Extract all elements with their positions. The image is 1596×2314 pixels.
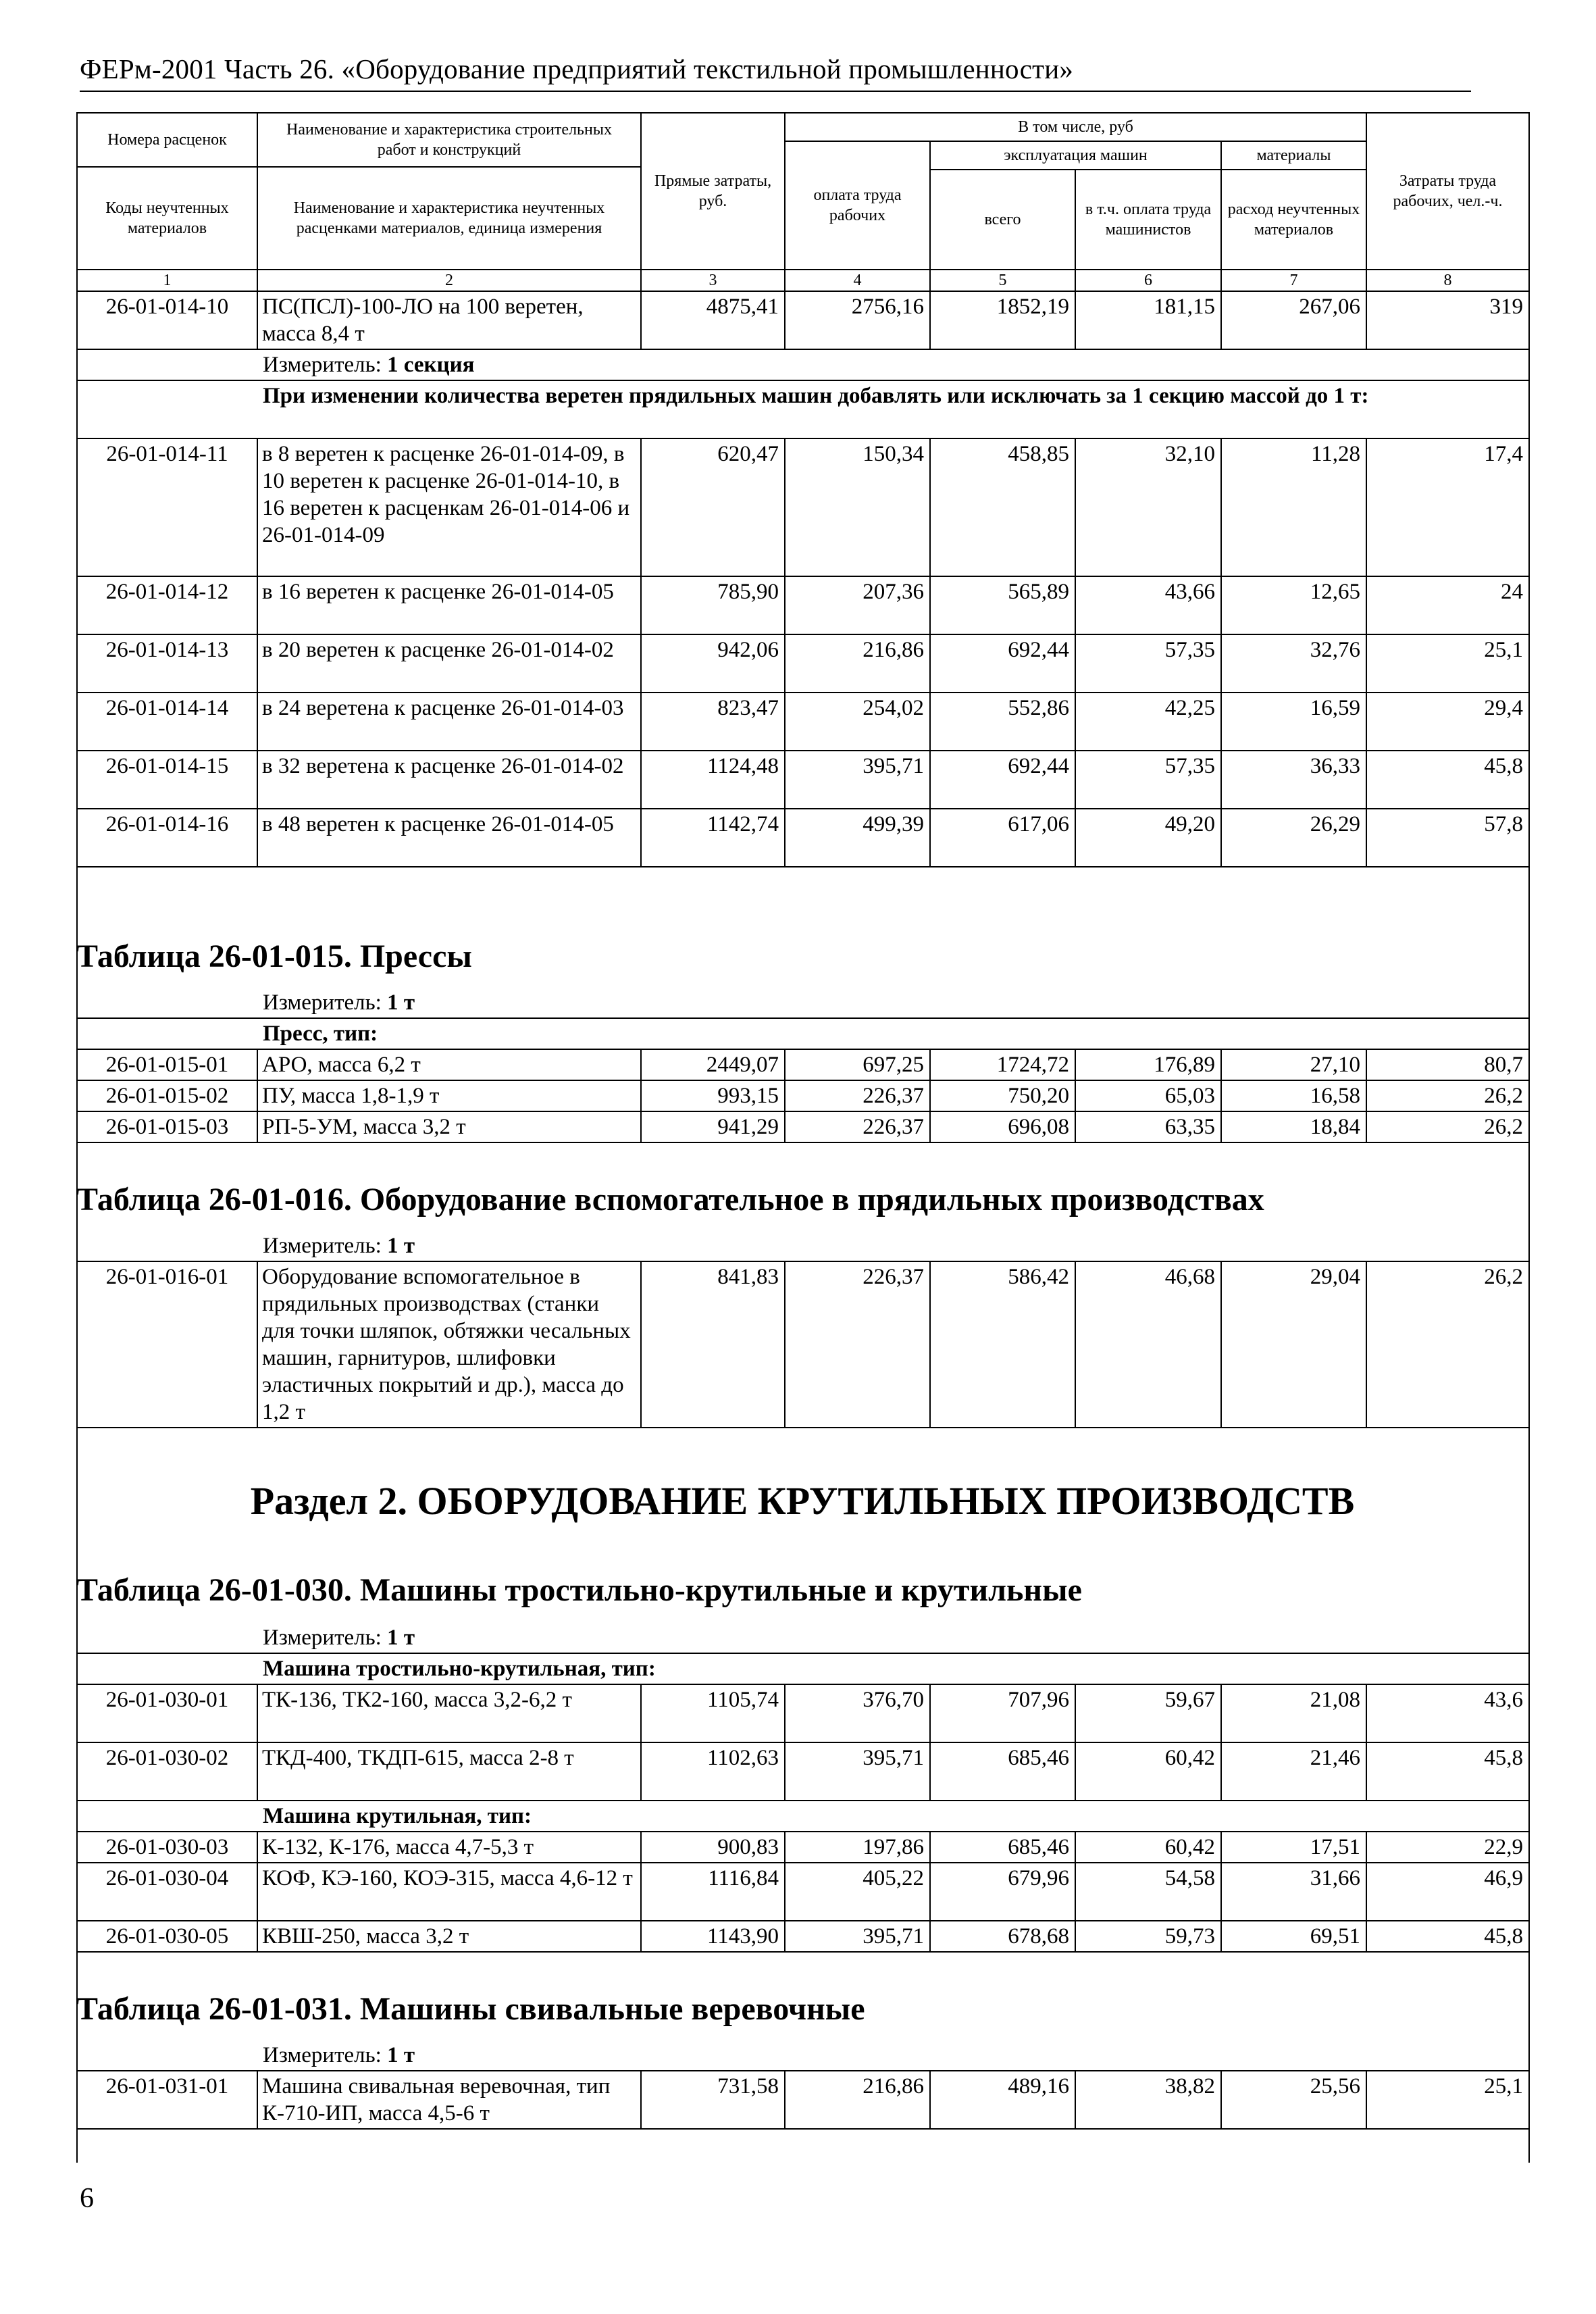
rate-code: 26-01-014-16: [77, 809, 257, 867]
col-header-machine-operation: эксплуатация машин: [930, 141, 1221, 170]
measure-row: [77, 988, 1529, 1018]
measure-unit: 1 т: [387, 2043, 415, 2067]
worker-pay: 150,34: [785, 438, 930, 576]
group-row: [77, 1018, 1529, 1049]
operator-pay: 60,42: [1075, 1832, 1221, 1863]
material-consumption: 26,29: [1221, 809, 1366, 867]
table-016: [76, 1231, 1530, 1428]
direct-costs: 841,83: [641, 1261, 785, 1428]
rate-name: К-132, К-176, масса 4,7-5,3 т: [257, 1832, 641, 1863]
direct-costs: 1142,74: [641, 809, 785, 867]
col-header-machine-total: всего: [930, 170, 1075, 270]
operator-pay: 38,82: [1075, 2071, 1221, 2129]
material-consumption: 69,51: [1221, 1921, 1366, 1952]
table-title-016: Таблица 26-01-016. Оборудование вспомогательное в прядильных производствах: [76, 1182, 1264, 1217]
col-header-material-codes: Коды неучтенных материалов: [105, 199, 229, 237]
material-consumption: 32,76: [1221, 634, 1366, 693]
rate-name: ТК-136, ТК2-160, масса 3,2-6,2 т: [257, 1684, 641, 1742]
direct-costs: 993,15: [641, 1080, 785, 1111]
labor-hours: 45,8: [1366, 1742, 1529, 1801]
machine-total: 685,46: [930, 1832, 1075, 1863]
rate-name: КВШ-250, масса 3,2 т: [257, 1921, 641, 1952]
rate-name: КОФ, КЭ-160, КОЭ-315, масса 4,6-12 т: [257, 1863, 641, 1921]
section-title: Раздел 2. ОБОРУДОВАНИЕ КРУТИЛЬНЫХ ПРОИЗВОДСТВ: [250, 1479, 1355, 1523]
rate-code: 26-01-015-01: [77, 1049, 257, 1080]
labor-hours: 26,2: [1366, 1111, 1529, 1142]
machine-total: 458,85: [930, 438, 1075, 576]
rate-name: в 20 веретен к расценке 26-01-014-02: [257, 634, 641, 693]
worker-pay: 697,25: [785, 1049, 930, 1080]
header-rule: [80, 91, 1471, 92]
rate-code: 26-01-014-12: [77, 576, 257, 634]
col-header-rate-numbers: Номера расценок: [78, 114, 257, 168]
labor-hours: 57,8: [1366, 809, 1529, 867]
measure-unit: 1 т: [387, 1626, 415, 1650]
machine-total: 617,06: [930, 809, 1075, 867]
material-consumption: 21,08: [1221, 1684, 1366, 1742]
table-row: [77, 809, 1529, 867]
col-index-4: 4: [785, 270, 930, 291]
labor-hours: 24: [1366, 576, 1529, 634]
table-row: [77, 1049, 1529, 1080]
direct-costs: 731,58: [641, 2071, 785, 2129]
table-row: [77, 1863, 1529, 1921]
col-header-operator-pay: в т.ч. оплата труда машинистов: [1075, 170, 1221, 270]
machine-total: 696,08: [930, 1111, 1075, 1142]
rate-name: АРО, масса 6,2 т: [257, 1049, 641, 1080]
rate-name: ТКД-400, ТКДП-615, масса 2-8 т: [257, 1742, 641, 1801]
col-header-work-name: Наименование и характеристика строительных работ и конструкций: [258, 114, 640, 168]
worker-pay: 499,39: [785, 809, 930, 867]
labor-hours: 26,2: [1366, 1080, 1529, 1111]
material-consumption: 21,46: [1221, 1742, 1366, 1801]
note-text: При изменении количества веретен прядильных машин добавлять или исключать за 1 секцию массой до 1 т:: [257, 380, 1529, 438]
worker-pay: 216,86: [785, 2071, 930, 2129]
col-header-materials: материалы: [1221, 141, 1366, 170]
measure-unit: 1 секция: [387, 353, 475, 377]
rate-code: 26-01-016-01: [77, 1261, 257, 1428]
table-row: [77, 2071, 1529, 2129]
machine-total: 692,44: [930, 751, 1075, 809]
table-030-rows-1: [77, 1684, 1529, 1801]
table-015: [76, 988, 1530, 1143]
direct-costs: 1116,84: [641, 1863, 785, 1921]
rate-code: 26-01-030-05: [77, 1921, 257, 1952]
measure-label: Измеритель:: [263, 990, 382, 1015]
group-label: Машина крутильная, тип:: [257, 1801, 1529, 1832]
direct-costs: 785,90: [641, 576, 785, 634]
table-row: [77, 1832, 1529, 1863]
table-row: [77, 438, 1529, 576]
rate-code: 26-01-015-02: [77, 1080, 257, 1111]
table-title-031: Таблица 26-01-031. Машины свивальные веревочные: [76, 1991, 865, 2027]
material-consumption: 16,58: [1221, 1080, 1366, 1111]
machine-total: 489,16: [930, 2071, 1075, 2129]
rate-name: в 48 веретен к расценке 26-01-014-05: [257, 809, 641, 867]
measure-unit: 1 т: [387, 1234, 415, 1258]
note-row: [77, 380, 1529, 438]
worker-pay: 395,71: [785, 1742, 930, 1801]
machine-total: 565,89: [930, 576, 1075, 634]
group-label: Пресс, тип:: [257, 1018, 1529, 1049]
material-consumption: 29,04: [1221, 1261, 1366, 1428]
worker-pay: 216,86: [785, 634, 930, 693]
rate-name: Оборудование вспомогательное в прядильных производствах (станки для точки шляпок, обтяжки чесальных машин, гарнитуров, шлифовки эластичных покрытий и др.), масса до 1,2 т: [257, 1261, 641, 1428]
labor-hours: 26,2: [1366, 1261, 1529, 1428]
worker-pay: 376,70: [785, 1684, 930, 1742]
rate-name: в 32 веретена к расценке 26-01-014-02: [257, 751, 641, 809]
page-header: ФЕРм-2001 Часть 26. «Оборудование предприятий текстильной промышленности»: [80, 53, 1074, 84]
measure-row: [77, 349, 1529, 380]
worker-pay: 226,37: [785, 1261, 930, 1428]
table-row: [77, 634, 1529, 693]
col-index-2: 2: [257, 270, 641, 291]
rate-code: 26-01-030-03: [77, 1832, 257, 1863]
measure-label: Измеритель:: [263, 2043, 382, 2067]
machine-total: 1852,19: [930, 291, 1075, 349]
rates-table-main: [76, 112, 1530, 867]
operator-pay: 65,03: [1075, 1080, 1221, 1111]
direct-costs: 1143,90: [641, 1921, 785, 1952]
operator-pay: 59,73: [1075, 1921, 1221, 1952]
group-row: [77, 1653, 1529, 1684]
table-row: [77, 751, 1529, 809]
table-row: [77, 291, 1529, 349]
labor-hours: 25,1: [1366, 2071, 1529, 2129]
col-index-6: 6: [1075, 270, 1221, 291]
labor-hours: 43,6: [1366, 1684, 1529, 1742]
rate-name: в 8 веретен к расценке 26-01-014-09, в 10 веретен к расценке 26-01-014-10, в 16 веретен к расценкам 26-01-014-06 и 26-01-014-09: [257, 438, 641, 576]
labor-hours: 25,1: [1366, 634, 1529, 693]
measure-label: Измеритель:: [263, 1234, 382, 1258]
direct-costs: 1124,48: [641, 751, 785, 809]
col-index-8: 8: [1366, 270, 1529, 291]
table-row: [77, 1080, 1529, 1111]
material-consumption: 11,28: [1221, 438, 1366, 576]
direct-costs: 823,47: [641, 693, 785, 751]
worker-pay: 395,71: [785, 1921, 930, 1952]
col-header-names: [257, 113, 641, 270]
operator-pay: 176,89: [1075, 1049, 1221, 1080]
measure-label: Измеритель:: [263, 1626, 382, 1650]
rate-code: 26-01-015-03: [77, 1111, 257, 1142]
machine-total: 685,46: [930, 1742, 1075, 1801]
operator-pay: 63,35: [1075, 1111, 1221, 1142]
operator-pay: 54,58: [1075, 1863, 1221, 1921]
machine-total: 707,96: [930, 1684, 1075, 1742]
machine-total: 678,68: [930, 1921, 1075, 1952]
rate-name: ПС(ПСЛ)-100-ЛО на 100 веретен, масса 8,4 т: [257, 291, 641, 349]
worker-pay: 207,36: [785, 576, 930, 634]
labor-hours: 80,7: [1366, 1049, 1529, 1080]
col-index-3: 3: [641, 270, 785, 291]
direct-costs: 1102,63: [641, 1742, 785, 1801]
table-row: [77, 1921, 1529, 1952]
block1-rows: [77, 438, 1529, 867]
col-index-1: 1: [77, 270, 257, 291]
worker-pay: 405,22: [785, 1863, 930, 1921]
table-030: [76, 1623, 1530, 1953]
worker-pay: 395,71: [785, 751, 930, 809]
rate-code: 26-01-030-04: [77, 1863, 257, 1921]
labor-hours: 45,8: [1366, 751, 1529, 809]
labor-hours: 22,9: [1366, 1832, 1529, 1863]
operator-pay: 42,25: [1075, 693, 1221, 751]
operator-pay: 181,15: [1075, 291, 1221, 349]
measure-row: [77, 1231, 1529, 1261]
table-row: [77, 693, 1529, 751]
rate-code: 26-01-014-14: [77, 693, 257, 751]
machine-total: 750,20: [930, 1080, 1075, 1111]
table-row: [77, 576, 1529, 634]
labor-hours: 17,4: [1366, 438, 1529, 576]
material-consumption: 12,65: [1221, 576, 1366, 634]
labor-hours: 46,9: [1366, 1863, 1529, 1921]
material-consumption: 25,56: [1221, 2071, 1366, 2129]
col-header-labor-hours: Затраты труда рабочих, чел.-ч.: [1366, 113, 1529, 270]
rate-code: 26-01-014-13: [77, 634, 257, 693]
labor-hours: 29,4: [1366, 693, 1529, 751]
rate-code: 26-01-031-01: [77, 2071, 257, 2129]
operator-pay: 60,42: [1075, 1742, 1221, 1801]
worker-pay: 2756,16: [785, 291, 930, 349]
direct-costs: 1105,74: [641, 1684, 785, 1742]
rate-code: 26-01-014-10: [77, 291, 257, 349]
table-row: [77, 1261, 1529, 1428]
direct-costs: 620,47: [641, 438, 785, 576]
table-title-015: Таблица 26-01-015. Прессы: [76, 938, 472, 974]
direct-costs: 942,06: [641, 634, 785, 693]
group-label: Машина тростильно-крутильная, тип:: [257, 1653, 1529, 1684]
worker-pay: 254,02: [785, 693, 930, 751]
rate-code: 26-01-014-11: [77, 438, 257, 576]
operator-pay: 57,35: [1075, 751, 1221, 809]
table-row: [77, 1742, 1529, 1801]
table-row: [77, 1684, 1529, 1742]
measure-row: [77, 1623, 1529, 1653]
measure-unit: 1 т: [387, 990, 415, 1015]
labor-hours: 45,8: [1366, 1921, 1529, 1952]
measure-row: [77, 2040, 1529, 2071]
direct-costs: 4875,41: [641, 291, 785, 349]
operator-pay: 43,66: [1075, 576, 1221, 634]
rate-name: в 16 веретен к расценке 26-01-014-05: [257, 576, 641, 634]
table-030-rows-2: [77, 1832, 1529, 1952]
rate-code: 26-01-030-01: [77, 1684, 257, 1742]
col-index-5: 5: [930, 270, 1075, 291]
col-header-including: В том числе, руб: [785, 113, 1366, 141]
col-header-direct-costs: Прямые затраты, руб.: [641, 113, 785, 270]
worker-pay: 197,86: [785, 1832, 930, 1863]
col-header-material-consumption: расход неучтенных материалов: [1221, 170, 1366, 270]
worker-pay: 226,37: [785, 1080, 930, 1111]
material-consumption: 16,59: [1221, 693, 1366, 751]
machine-total: 586,42: [930, 1261, 1075, 1428]
material-consumption: 27,10: [1221, 1049, 1366, 1080]
direct-costs: 2449,07: [641, 1049, 785, 1080]
worker-pay: 226,37: [785, 1111, 930, 1142]
col-header-material-name: Наименование и характеристика неучтенных расценками материалов, единица измерения: [293, 199, 605, 237]
material-consumption: 31,66: [1221, 1863, 1366, 1921]
table-016-rows: [77, 1261, 1529, 1428]
rate-code: 26-01-030-02: [77, 1742, 257, 1801]
material-consumption: 267,06: [1221, 291, 1366, 349]
col-header-worker-pay: оплата труда рабочих: [785, 141, 930, 270]
table-031: [76, 2040, 1530, 2130]
operator-pay: 57,35: [1075, 634, 1221, 693]
rate-name: Машина свивальная веревочная, тип К-710-ИП, масса 4,5-6 т: [257, 2071, 641, 2129]
table-header: [77, 113, 1529, 291]
labor-hours: 319: [1366, 291, 1529, 349]
table-031-rows: [77, 2071, 1529, 2129]
table-title-030: Таблица 26-01-030. Машины тростильно-крутильные и крутильные: [76, 1572, 1082, 1608]
machine-total: 552,86: [930, 693, 1075, 751]
direct-costs: 941,29: [641, 1111, 785, 1142]
operator-pay: 32,10: [1075, 438, 1221, 576]
col-header-codes: [77, 113, 257, 270]
table-row: [77, 1111, 1529, 1142]
material-consumption: 17,51: [1221, 1832, 1366, 1863]
direct-costs: 900,83: [641, 1832, 785, 1863]
machine-total: 1724,72: [930, 1049, 1075, 1080]
table-015-rows: [77, 1049, 1529, 1142]
operator-pay: 46,68: [1075, 1261, 1221, 1428]
rate-name: ПУ, масса 1,8-1,9 т: [257, 1080, 641, 1111]
rate-name: в 24 веретена к расценке 26-01-014-03: [257, 693, 641, 751]
material-consumption: 36,33: [1221, 751, 1366, 809]
operator-pay: 59,67: [1075, 1684, 1221, 1742]
operator-pay: 49,20: [1075, 809, 1221, 867]
page-number: 6: [80, 2183, 94, 2214]
material-consumption: 18,84: [1221, 1111, 1366, 1142]
machine-total: 679,96: [930, 1863, 1075, 1921]
machine-total: 692,44: [930, 634, 1075, 693]
measure-label: Измеритель:: [263, 353, 382, 377]
rate-code: 26-01-014-15: [77, 751, 257, 809]
rate-name: РП-5-УМ, масса 3,2 т: [257, 1111, 641, 1142]
group-row: [77, 1801, 1529, 1832]
col-index-7: 7: [1221, 270, 1366, 291]
